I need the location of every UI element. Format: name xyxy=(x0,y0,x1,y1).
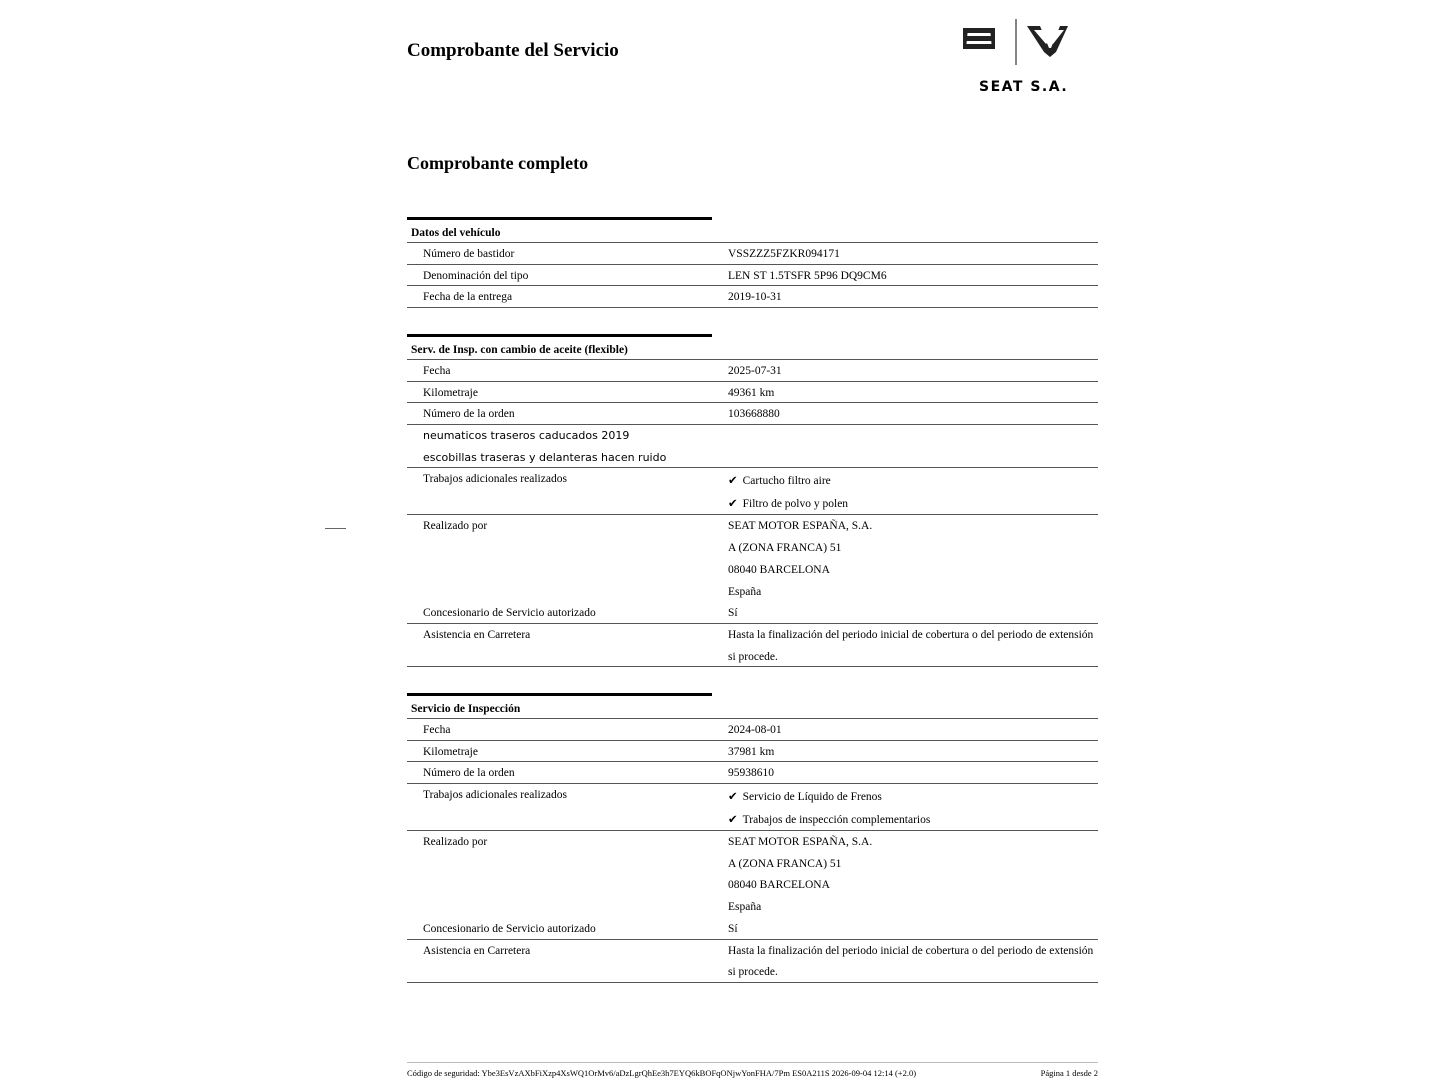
table-row xyxy=(407,940,1098,983)
vehicle-data-section xyxy=(407,217,1098,308)
page-number: Página 1 desde 2 xyxy=(1040,1068,1098,1078)
table-row xyxy=(407,403,1098,425)
section-heading: Comprobante completo xyxy=(407,153,589,173)
table-row xyxy=(407,624,1098,667)
table-row xyxy=(407,360,1098,382)
work-item: Trabajos de inspección complementarios xyxy=(742,814,931,827)
row-label: Asistencia en Carretera xyxy=(423,944,531,957)
table-row xyxy=(407,286,1098,308)
row-value: Sí xyxy=(728,607,738,620)
address-line: SEAT MOTOR ESPAÑA, S.A. xyxy=(728,836,873,849)
section-title: Servicio de Inspección xyxy=(407,696,1098,719)
row-label: Fecha de la entrega xyxy=(423,291,513,304)
table-row xyxy=(407,602,1098,624)
note-text: escobillas traseras y delanteras hacen ruido xyxy=(423,450,667,464)
row-label: Realizado por xyxy=(423,520,488,533)
address-line: España xyxy=(728,585,762,598)
row-label: Denominación del tipo xyxy=(423,269,529,282)
checkmark-icon: ✔ xyxy=(728,791,738,804)
row-value: Hasta la finalización del periodo inicial de cobertura o del periodo de extensión xyxy=(728,628,1094,641)
notes-row xyxy=(407,425,1098,468)
address-line: España xyxy=(728,901,762,914)
work-item: Filtro de polvo y polen xyxy=(742,498,849,511)
table-row xyxy=(407,382,1098,404)
checkmark-icon: ✔ xyxy=(728,475,738,488)
row-label: Kilometraje xyxy=(423,745,478,758)
address-line: 08040 BARCELONA xyxy=(728,879,830,892)
brand-name: SEAT S.A. xyxy=(979,79,1069,95)
row-value: Hasta la finalización del periodo inicial de cobertura o del periodo de extensión xyxy=(728,944,1094,957)
row-value: 37981 km xyxy=(728,745,775,758)
row-label: Fecha xyxy=(423,724,451,736)
section-title: Serv. de Insp. con cambio de aceite (flexible) xyxy=(407,337,1098,360)
table-row xyxy=(407,741,1098,763)
page-footer xyxy=(407,1062,1098,1078)
checkmark-icon: ✔ xyxy=(728,498,738,511)
table-row xyxy=(407,719,1098,741)
list-item xyxy=(728,809,930,831)
row-label: Kilometraje xyxy=(423,386,478,399)
security-code: Código de seguridad: Ybe3EsVzAXbFiXzp4XsWQ1OrMv6/aDzLgrQhEe3h7EYQ6kBOFqONjwYonFHA/7Pm ES0A211S 2026-09-04 12:14 (+2.0) xyxy=(407,1068,917,1078)
section-title: Datos del vehículo xyxy=(407,220,1098,243)
checkmark-icon: ✔ xyxy=(728,814,738,827)
row-label: Realizado por xyxy=(423,836,488,849)
row-label: Número de bastidor xyxy=(423,248,515,260)
table-row xyxy=(407,515,1098,602)
row-value: LEN ST 1.5TSFR 5P96 DQ9CM6 xyxy=(728,269,887,282)
row-value: VSSZZZ5FZKR094171 xyxy=(728,248,840,260)
row-value: 2024-08-01 xyxy=(728,724,782,736)
row-label: Fecha xyxy=(423,365,451,377)
row-value: Sí xyxy=(728,922,738,935)
margin-mark xyxy=(325,528,346,529)
row-label: Concesionario de Servicio autorizado xyxy=(423,922,596,935)
row-value: si procede. xyxy=(728,650,778,663)
service-inspection-section xyxy=(407,693,1098,983)
row-label: Número de la orden xyxy=(423,408,515,421)
table-row xyxy=(407,831,1098,918)
row-label: Concesionario de Servicio autorizado xyxy=(423,607,596,620)
list-item xyxy=(728,470,831,492)
row-value: 95938610 xyxy=(728,767,774,780)
table-row xyxy=(407,265,1098,287)
row-label: Número de la orden xyxy=(423,767,515,780)
document-title: Comprobante del Servicio xyxy=(407,40,619,61)
address-line: A (ZONA FRANCA) 51 xyxy=(728,857,842,870)
row-label: Asistencia en Carretera xyxy=(423,628,531,641)
table-row xyxy=(407,762,1098,784)
list-item xyxy=(728,493,848,515)
seat-cupra-logo-icon xyxy=(960,16,1070,76)
address-line: 08040 BARCELONA xyxy=(728,563,830,576)
list-item xyxy=(728,786,882,808)
table-row xyxy=(407,468,1098,515)
row-value: 2025-07-31 xyxy=(728,365,782,377)
table-row xyxy=(407,784,1098,831)
row-value: si procede. xyxy=(728,966,778,979)
work-item: Servicio de Líquido de Frenos xyxy=(742,791,882,804)
address-line: A (ZONA FRANCA) 51 xyxy=(728,542,842,555)
row-value: 2019-10-31 xyxy=(728,291,782,304)
table-row xyxy=(407,243,1098,265)
note-text: neumaticos traseros caducados 2019 xyxy=(423,429,630,443)
address-line: SEAT MOTOR ESPAÑA, S.A. xyxy=(728,520,873,533)
service-oil-change-section xyxy=(407,334,1098,667)
brand-logo xyxy=(960,16,1070,106)
row-value: 49361 km xyxy=(728,386,775,399)
row-value: 103668880 xyxy=(728,408,780,421)
row-label: Trabajos adicionales realizados xyxy=(423,789,567,802)
row-label: Trabajos adicionales realizados xyxy=(423,473,567,486)
table-row xyxy=(407,918,1098,940)
work-item: Cartucho filtro aire xyxy=(742,475,831,488)
